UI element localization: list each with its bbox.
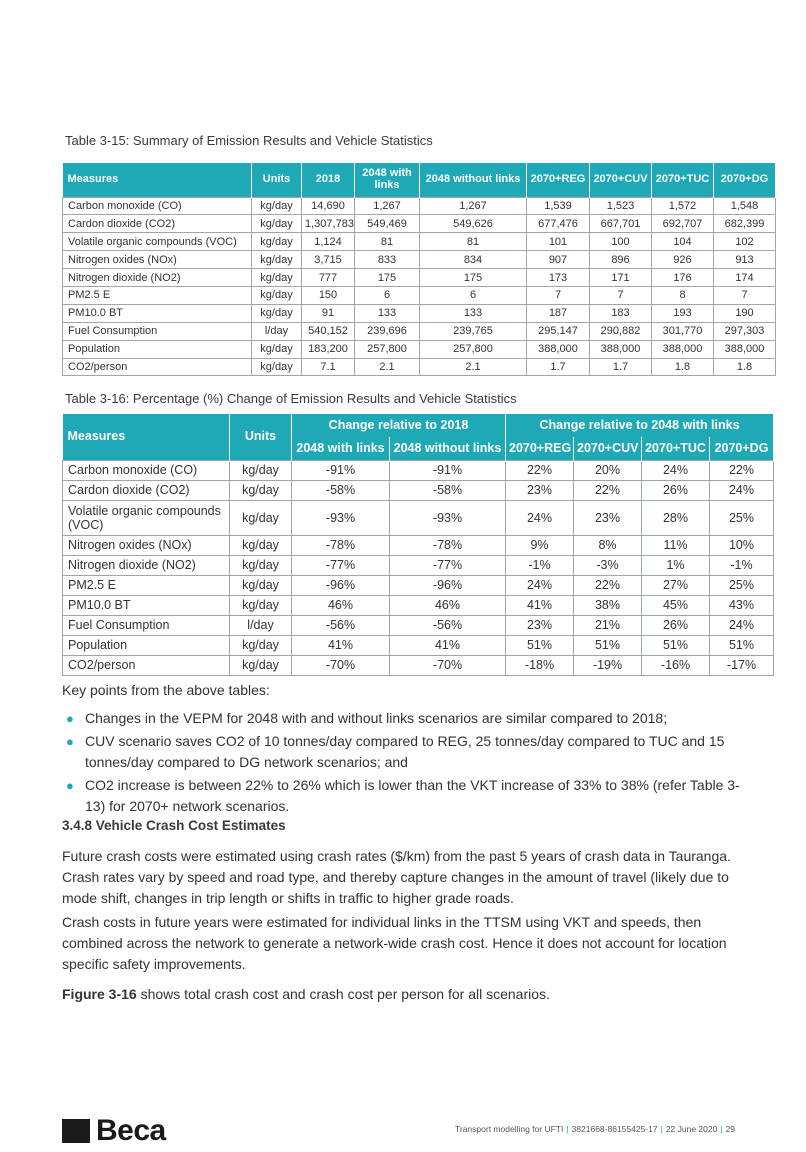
table-cell: -56% bbox=[292, 615, 390, 635]
t2-subheader-cell: 2048 with links bbox=[292, 437, 390, 460]
table-cell: 388,000 bbox=[590, 340, 652, 358]
table-cell: 682,399 bbox=[714, 215, 776, 233]
table-cell: 1,572 bbox=[652, 197, 714, 215]
table-cell: 175 bbox=[420, 269, 527, 287]
table-cell: 1.8 bbox=[652, 358, 714, 376]
table-cell: kg/day bbox=[252, 340, 302, 358]
table-cell: -70% bbox=[390, 655, 506, 675]
table-cell: 23% bbox=[506, 615, 574, 635]
table-cell: l/day bbox=[252, 322, 302, 340]
table-cell: Fuel Consumption bbox=[63, 322, 252, 340]
table-cell: 8 bbox=[652, 286, 714, 304]
table-cell: kg/day bbox=[252, 215, 302, 233]
table-cell: 45% bbox=[642, 595, 710, 615]
table-cell: -1% bbox=[710, 555, 774, 575]
table-cell: CO2/person bbox=[63, 655, 230, 675]
table-row bbox=[63, 500, 774, 535]
table-cell: 1,539 bbox=[527, 197, 590, 215]
table-cell: CO2/person bbox=[63, 358, 252, 376]
table-cell: 549,626 bbox=[420, 215, 527, 233]
table-cell: 193 bbox=[652, 304, 714, 322]
table-cell: 8% bbox=[574, 535, 642, 555]
table-cell: 21% bbox=[574, 615, 642, 635]
percentage-change-table bbox=[62, 414, 774, 676]
table-row bbox=[63, 555, 774, 575]
table-row bbox=[63, 233, 776, 251]
table-cell: 22% bbox=[506, 460, 574, 480]
table-row bbox=[63, 197, 776, 215]
figure-ref-link[interactable]: Figure 3-16 bbox=[62, 986, 137, 1002]
table-cell: kg/day bbox=[252, 251, 302, 269]
key-point-item bbox=[62, 731, 742, 773]
table-row bbox=[63, 635, 774, 655]
key-point-text: CUV scenario saves CO2 of 10 tonnes/day compared to REG, 25 tonnes/day compared to TUC and 15 tonnes/day compared to DG network scenarios; and bbox=[85, 733, 725, 770]
footer-page: 29 bbox=[725, 1124, 736, 1134]
table-cell: 46% bbox=[390, 595, 506, 615]
key-point-item bbox=[62, 708, 742, 729]
table-cell: kg/day bbox=[230, 655, 292, 675]
table-cell: 24% bbox=[506, 500, 574, 535]
table-cell: 834 bbox=[420, 251, 527, 269]
bullet-icon: ● bbox=[66, 711, 74, 726]
table-cell: -96% bbox=[292, 575, 390, 595]
table-cell: 25% bbox=[710, 575, 774, 595]
table-cell: 9% bbox=[506, 535, 574, 555]
table-cell: 175 bbox=[355, 269, 420, 287]
table-cell: 2.1 bbox=[420, 358, 527, 376]
table-cell: -17% bbox=[710, 655, 774, 675]
table-cell: 1.7 bbox=[590, 358, 652, 376]
table-cell: 1% bbox=[642, 555, 710, 575]
table-cell: -1% bbox=[506, 555, 574, 575]
table-row bbox=[63, 535, 774, 555]
table1-caption: Table 3-15: Summary of Emission Results and Vehicle Statistics bbox=[65, 133, 433, 148]
t2-group-2048: Change relative to 2048 with links bbox=[506, 414, 774, 437]
table-cell: 777 bbox=[302, 269, 355, 287]
table-cell: -16% bbox=[642, 655, 710, 675]
table-cell: 20% bbox=[574, 460, 642, 480]
t2-subheader-cell: 2070+TUC bbox=[642, 437, 710, 460]
table-cell: 24% bbox=[642, 460, 710, 480]
table-row bbox=[63, 595, 774, 615]
table-row bbox=[63, 286, 776, 304]
table-cell: 51% bbox=[710, 635, 774, 655]
beca-logo bbox=[62, 1114, 166, 1147]
table-cell: kg/day bbox=[252, 269, 302, 287]
table-cell: 290,882 bbox=[590, 322, 652, 340]
table-cell: -93% bbox=[390, 500, 506, 535]
table-cell: 1,124 bbox=[302, 233, 355, 251]
table-cell: kg/day bbox=[230, 535, 292, 555]
table-cell: kg/day bbox=[230, 500, 292, 535]
table-row bbox=[63, 655, 774, 675]
table-row bbox=[63, 269, 776, 287]
bullet-icon: ● bbox=[66, 734, 74, 749]
t2-subheader-cell: 2048 without links bbox=[390, 437, 506, 460]
table-cell: 1,307,783 bbox=[302, 215, 355, 233]
table-cell: PM10.0 BT bbox=[63, 595, 230, 615]
table-cell: -91% bbox=[390, 460, 506, 480]
table-cell: 22% bbox=[574, 480, 642, 500]
table-cell: -91% bbox=[292, 460, 390, 480]
table-cell: 907 bbox=[527, 251, 590, 269]
table-cell: Population bbox=[63, 340, 252, 358]
table-cell: 388,000 bbox=[714, 340, 776, 358]
table-cell: -78% bbox=[292, 535, 390, 555]
table-cell: 297,303 bbox=[714, 322, 776, 340]
table-cell: -18% bbox=[506, 655, 574, 675]
table-cell: Nitrogen oxides (NOx) bbox=[63, 251, 252, 269]
key-points-intro: Key points from the above tables: bbox=[62, 682, 270, 698]
table-cell: kg/day bbox=[252, 304, 302, 322]
table-cell: -19% bbox=[574, 655, 642, 675]
table-cell: 183 bbox=[590, 304, 652, 322]
table-cell: -56% bbox=[390, 615, 506, 635]
table-cell: 7 bbox=[527, 286, 590, 304]
table-cell: 104 bbox=[652, 233, 714, 251]
table-cell: 24% bbox=[506, 575, 574, 595]
table-cell: 24% bbox=[710, 480, 774, 500]
table-cell: 187 bbox=[527, 304, 590, 322]
table-cell: kg/day bbox=[230, 480, 292, 500]
table-cell: 28% bbox=[642, 500, 710, 535]
table-cell: kg/day bbox=[230, 595, 292, 615]
logo-text: Beca bbox=[96, 1114, 166, 1147]
table-cell: 22% bbox=[574, 575, 642, 595]
paragraph-2: Crash costs in future years were estimated for individual links in the TTSM using VKT and speeds, then combined across the network to generate a network-wide crash cost. Hence it does not account for location specific safety improvements. bbox=[62, 914, 727, 972]
table-cell: 549,469 bbox=[355, 215, 420, 233]
table-cell: -93% bbox=[292, 500, 390, 535]
table-cell: PM10.0 BT bbox=[63, 304, 252, 322]
bullet-icon: ● bbox=[66, 778, 74, 793]
t2-subheader-cell: 2070+CUV bbox=[574, 437, 642, 460]
table2-caption: Table 3-16: Percentage (%) Change of Emission Results and Vehicle Statistics bbox=[65, 391, 517, 406]
paragraph-3 bbox=[62, 984, 742, 1005]
table-cell: Cardon dioxide (CO2) bbox=[63, 215, 252, 233]
table-cell: 41% bbox=[390, 635, 506, 655]
table-row bbox=[63, 340, 776, 358]
table-row bbox=[63, 251, 776, 269]
t2-subheader-cell: 2070+DG bbox=[710, 437, 774, 460]
key-points-list bbox=[62, 708, 742, 819]
table-cell: PM2.5 E bbox=[63, 575, 230, 595]
table-cell: kg/day bbox=[252, 233, 302, 251]
table-cell: -58% bbox=[390, 480, 506, 500]
table-cell: 667,701 bbox=[590, 215, 652, 233]
table-cell: 926 bbox=[652, 251, 714, 269]
table-cell: Volatile organic compounds (VOC) bbox=[63, 500, 230, 535]
table-cell: Population bbox=[63, 635, 230, 655]
table-cell: -77% bbox=[390, 555, 506, 575]
table-row bbox=[63, 615, 774, 635]
table-cell: 1,267 bbox=[355, 197, 420, 215]
table-row bbox=[63, 460, 774, 480]
table-row bbox=[63, 358, 776, 376]
table-cell: kg/day bbox=[230, 635, 292, 655]
table-cell: 913 bbox=[714, 251, 776, 269]
table-cell: PM2.5 E bbox=[63, 286, 252, 304]
table-cell: kg/day bbox=[252, 358, 302, 376]
section-heading: 3.4.8 Vehicle Crash Cost Estimates bbox=[62, 818, 286, 833]
table-cell: 22% bbox=[710, 460, 774, 480]
key-point-text: CO2 increase is between 22% to 26% which is lower than the VKT increase of 33% to 38% (refer Table 3-13) for 2070+ network scenarios. bbox=[85, 777, 740, 814]
footer-ref: 3821668-86155425-17 bbox=[571, 1124, 658, 1134]
table-cell: 81 bbox=[355, 233, 420, 251]
table-cell: 183,200 bbox=[302, 340, 355, 358]
table-cell: 239,696 bbox=[355, 322, 420, 340]
paragraph-1: Future crash costs were estimated using crash rates ($/km) from the past 5 years of crash data in Tauranga. Crash rates vary by speed and road type, and thereby capture changes in the amount of travel (likely due to mode shift, changes in trip length or shifts in traffic to higher grade roads. bbox=[62, 848, 731, 906]
table-cell: 692,707 bbox=[652, 215, 714, 233]
t1-header-cell: Measures bbox=[63, 163, 252, 197]
table-row bbox=[63, 575, 774, 595]
table-cell: 388,000 bbox=[527, 340, 590, 358]
table-cell: 43% bbox=[710, 595, 774, 615]
table-cell: Nitrogen dioxide (NO2) bbox=[63, 555, 230, 575]
table-cell: kg/day bbox=[230, 460, 292, 480]
table-cell: 1.8 bbox=[714, 358, 776, 376]
table-cell: 7 bbox=[714, 286, 776, 304]
table-cell: 7.1 bbox=[302, 358, 355, 376]
table-cell: kg/day bbox=[230, 575, 292, 595]
table-cell: 23% bbox=[574, 500, 642, 535]
table-cell: -3% bbox=[574, 555, 642, 575]
t2-header-measures: Measures bbox=[63, 414, 230, 460]
table-cell: 133 bbox=[420, 304, 527, 322]
table-row bbox=[63, 480, 774, 500]
table-cell: Fuel Consumption bbox=[63, 615, 230, 635]
table-cell: 540,152 bbox=[302, 322, 355, 340]
table-cell: 2.1 bbox=[355, 358, 420, 376]
table-cell: 388,000 bbox=[652, 340, 714, 358]
table-cell: kg/day bbox=[230, 555, 292, 575]
table-cell: 150 bbox=[302, 286, 355, 304]
t1-header-cell: 2048 without links bbox=[420, 163, 527, 197]
table-cell: 677,476 bbox=[527, 215, 590, 233]
paragraph-3-text: shows total crash cost and crash cost per person for all scenarios. bbox=[136, 986, 550, 1002]
t1-header-cell: 2070+DG bbox=[714, 163, 776, 197]
table-cell: 23% bbox=[506, 480, 574, 500]
table-cell: 51% bbox=[574, 635, 642, 655]
table-cell: 257,800 bbox=[420, 340, 527, 358]
table-cell: 102 bbox=[714, 233, 776, 251]
t2-header-units: Units bbox=[230, 414, 292, 460]
table-cell: 1,523 bbox=[590, 197, 652, 215]
table-cell: Nitrogen oxides (NOx) bbox=[63, 535, 230, 555]
table-cell: 190 bbox=[714, 304, 776, 322]
table-row bbox=[63, 215, 776, 233]
page-footer: Transport modelling for UFTI | 3821668-86155425-17 | 22 June 2020 | 29 bbox=[455, 1124, 736, 1134]
t1-header-cell: Units bbox=[252, 163, 302, 197]
table-cell: 896 bbox=[590, 251, 652, 269]
t1-header-cell: 2070+CUV bbox=[590, 163, 652, 197]
table-cell: kg/day bbox=[252, 286, 302, 304]
table-cell: Carbon monoxide (CO) bbox=[63, 460, 230, 480]
table-cell: 6 bbox=[355, 286, 420, 304]
table-cell: 10% bbox=[710, 535, 774, 555]
table-cell: 11% bbox=[642, 535, 710, 555]
t1-header-cell: 2018 bbox=[302, 163, 355, 197]
table-cell: -70% bbox=[292, 655, 390, 675]
table-cell: 25% bbox=[710, 500, 774, 535]
table-cell: 3,715 bbox=[302, 251, 355, 269]
table-cell: 301,770 bbox=[652, 322, 714, 340]
t1-header-cell: 2070+REG bbox=[527, 163, 590, 197]
table-cell: 46% bbox=[292, 595, 390, 615]
t1-header-cell: 2048 with links bbox=[355, 163, 420, 197]
table-cell: 101 bbox=[527, 233, 590, 251]
table-cell: 81 bbox=[420, 233, 527, 251]
table-cell: 14,690 bbox=[302, 197, 355, 215]
table-cell: -77% bbox=[292, 555, 390, 575]
table-cell: -78% bbox=[390, 535, 506, 555]
table-cell: 171 bbox=[590, 269, 652, 287]
table-cell: l/day bbox=[230, 615, 292, 635]
table-cell: kg/day bbox=[252, 197, 302, 215]
table-cell: 41% bbox=[506, 595, 574, 615]
key-point-text: Changes in the VEPM for 2048 with and without links scenarios are similar compared to 2018; bbox=[85, 710, 668, 726]
table-cell: 833 bbox=[355, 251, 420, 269]
table-cell: 51% bbox=[506, 635, 574, 655]
table-cell: 24% bbox=[710, 615, 774, 635]
table-cell: 174 bbox=[714, 269, 776, 287]
table-cell: Volatile organic compounds (VOC) bbox=[63, 233, 252, 251]
table-cell: 173 bbox=[527, 269, 590, 287]
footer-doc: Transport modelling for UFTI bbox=[455, 1124, 564, 1134]
table-cell: 6 bbox=[420, 286, 527, 304]
table-cell: 257,800 bbox=[355, 340, 420, 358]
table-cell: 27% bbox=[642, 575, 710, 595]
key-point-item bbox=[62, 775, 742, 817]
footer-date: 22 June 2020 bbox=[665, 1124, 718, 1134]
table-cell: 295,147 bbox=[527, 322, 590, 340]
table-cell: Cardon dioxide (CO2) bbox=[63, 480, 230, 500]
table-cell: 239,765 bbox=[420, 322, 527, 340]
beca-logo-mark-icon bbox=[62, 1119, 90, 1143]
table-cell: -96% bbox=[390, 575, 506, 595]
table-row bbox=[63, 304, 776, 322]
table-cell: 51% bbox=[642, 635, 710, 655]
table-cell: 91 bbox=[302, 304, 355, 322]
table-row bbox=[63, 322, 776, 340]
table-cell: 100 bbox=[590, 233, 652, 251]
t2-group-2018: Change relative to 2018 bbox=[292, 414, 506, 437]
table-cell: 1.7 bbox=[527, 358, 590, 376]
table-cell: 26% bbox=[642, 480, 710, 500]
table-cell: 1,548 bbox=[714, 197, 776, 215]
emission-summary-table bbox=[62, 163, 776, 376]
t2-subheader-cell: 2070+REG bbox=[506, 437, 574, 460]
table-cell: 1,267 bbox=[420, 197, 527, 215]
table-cell: 176 bbox=[652, 269, 714, 287]
table-cell: 26% bbox=[642, 615, 710, 635]
table-cell: 38% bbox=[574, 595, 642, 615]
table-cell: Carbon monoxide (CO) bbox=[63, 197, 252, 215]
table-cell: 133 bbox=[355, 304, 420, 322]
table-cell: 7 bbox=[590, 286, 652, 304]
table-cell: Nitrogen dioxide (NO2) bbox=[63, 269, 252, 287]
table-cell: 41% bbox=[292, 635, 390, 655]
table-cell: -58% bbox=[292, 480, 390, 500]
t1-header-cell: 2070+TUC bbox=[652, 163, 714, 197]
